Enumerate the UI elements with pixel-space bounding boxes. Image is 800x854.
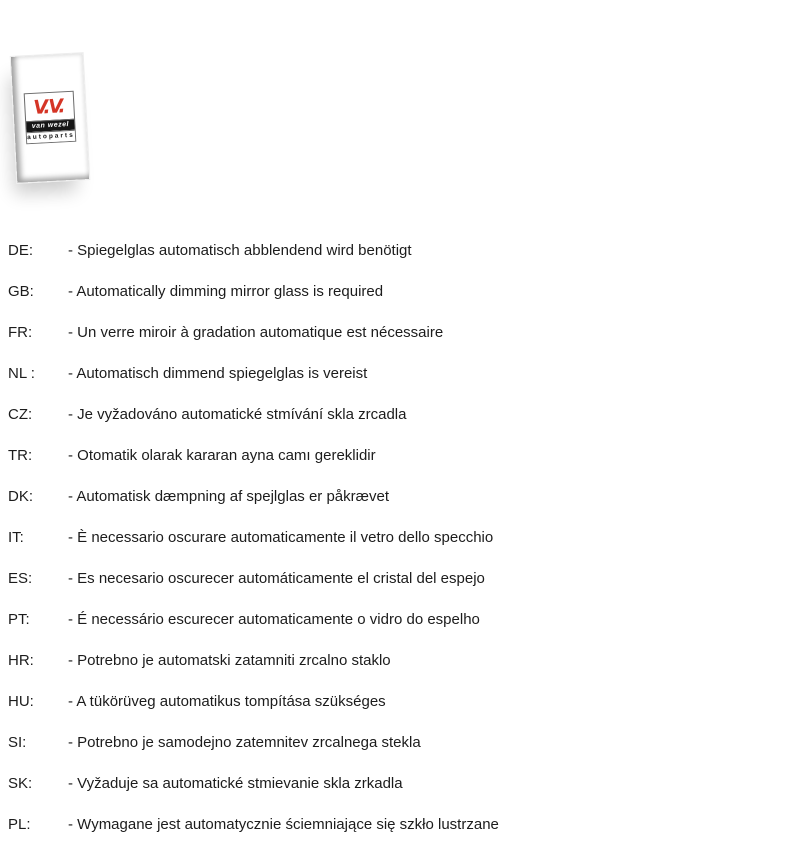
translation-row-cz: [0, 394, 800, 435]
van-wezel-logo-icon: V.V.: [32, 94, 64, 119]
translation-row-pt: [0, 599, 800, 640]
translation-text: - Je vyžadováno automatické stmívání skla zrcadla: [68, 406, 407, 423]
van-wezel-logo: [24, 91, 77, 145]
translation-row-hu: [0, 681, 800, 722]
translation-text: - Vyžaduje sa automatické stmievanie skla zrkadla: [68, 775, 403, 792]
translation-row-dk: [0, 476, 800, 517]
language-code: PL:: [8, 816, 31, 833]
translation-row-tr: [0, 435, 800, 476]
language-code: HU:: [8, 693, 34, 710]
product-box: [10, 52, 91, 184]
language-code: FR:: [8, 324, 33, 341]
translation-row-hr: [0, 640, 800, 681]
translation-text: - É necessário escurecer automaticamente o vidro do espelho: [68, 611, 480, 628]
translation-text: - Wymagane jest automatycznie ściemniające się szkło lustrzane: [68, 816, 499, 833]
translation-row-fr: [0, 312, 800, 353]
translation-text: - Potrebno je samodejno zatemnitev zrcalnega stekla: [68, 734, 421, 751]
language-code: NL :: [8, 365, 35, 382]
translation-row-de: [0, 230, 800, 271]
translation-row-si: [0, 722, 800, 763]
translation-row-gb: [0, 271, 800, 312]
translation-row-pl: [0, 804, 800, 845]
language-code: SK:: [8, 775, 33, 792]
van-wezel-logo-subtitle: autoparts: [27, 130, 76, 143]
translation-row-it: [0, 517, 800, 558]
translation-text: - A tükörüveg automatikus tompítása szükséges: [68, 693, 386, 710]
translation-row-nl: [0, 353, 800, 394]
van-wezel-logo-name: van wezel: [26, 119, 75, 132]
language-code: TR:: [8, 447, 33, 464]
language-code: SI:: [8, 734, 27, 751]
translation-text: - Potrebno je automatski zatamniti zrcalno staklo: [68, 652, 391, 669]
translation-text: - Automatically dimming mirror glass is required: [68, 283, 384, 300]
translation-row-es: [0, 558, 800, 599]
language-code: ES:: [8, 570, 33, 587]
translation-row-sk: [0, 763, 800, 804]
language-code: IT:: [8, 529, 24, 546]
language-code: HR:: [8, 652, 34, 669]
language-code: GB:: [8, 283, 34, 300]
translation-text: - Automatisk dæmpning af spejlglas er påkrævet: [68, 488, 389, 505]
translation-text: - È necessario oscurare automaticamente il vetro dello specchio: [68, 529, 494, 546]
language-code: DE:: [8, 242, 34, 259]
translation-text: - Otomatik olarak kararan ayna camı gereklidir: [68, 447, 376, 464]
translation-text: - Es necesario oscurecer automáticamente el cristal del espejo: [68, 570, 485, 587]
language-code: PT:: [8, 611, 30, 628]
language-code: DK:: [8, 488, 34, 505]
translation-text: - Spiegelglas automatisch abblendend wird benötigt: [68, 242, 412, 259]
translation-text: - Automatisch dimmend spiegelglas is vereist: [68, 365, 368, 382]
translation-list: [0, 230, 800, 845]
translation-text: - Un verre miroir à gradation automatique est nécessaire: [68, 324, 444, 341]
language-code: CZ:: [8, 406, 33, 423]
